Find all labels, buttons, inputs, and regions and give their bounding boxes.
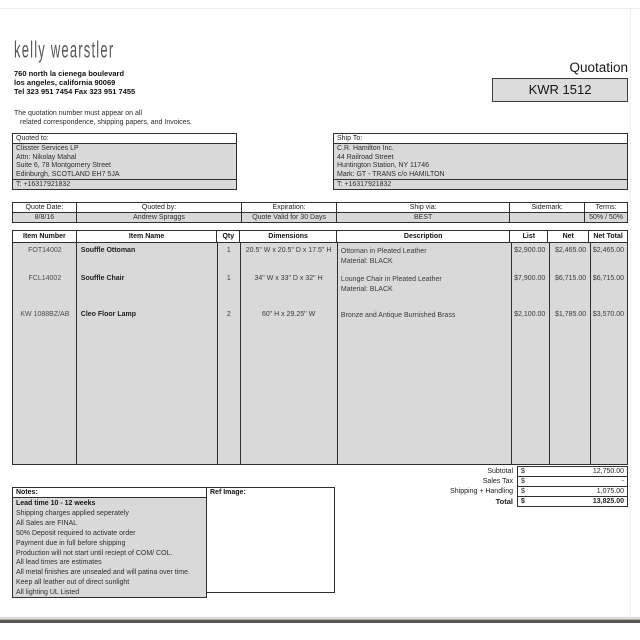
- cell-qty: 1: [226, 247, 231, 254]
- cell-description: [337, 275, 510, 294]
- meta-header: Ship via:: [337, 203, 509, 213]
- cell-dimensions: 20.5" W x 20.5" D x 17.5" H: [245, 247, 332, 254]
- currency-symbol: $: [521, 478, 525, 485]
- note-item: All metal finishes are unsealed and will patina over time.: [16, 569, 190, 577]
- quoted-to-line: Attn: Nikolay Mahal: [16, 153, 77, 161]
- totals-value-box: [517, 496, 628, 507]
- meta-ship-via: [337, 203, 510, 222]
- meta-value: 50% / 50%: [585, 213, 627, 222]
- note-item: All Sales are FINAL: [16, 519, 78, 527]
- cell-list-price: $2,900.00: [514, 247, 546, 254]
- meta-value: Andrew Spraggs: [77, 213, 241, 222]
- cell-dimensions: 34" W x 33" D x 32" H: [254, 275, 323, 282]
- col-header-qty: Qty: [217, 231, 240, 242]
- cell-item-name: Souffle Ottoman: [80, 247, 136, 254]
- col-header-description: Description: [337, 231, 510, 242]
- quote-number-box: KWR 1512: [492, 78, 628, 102]
- note-item: All lead times are estimates: [16, 559, 102, 567]
- cell-dimensions: 60" H x 29.25" W: [261, 311, 316, 318]
- totals-label: Sales Tax: [482, 478, 513, 485]
- meta-terms: [585, 203, 627, 222]
- note-line: related correspondence, shipping papers, and Invoices.: [20, 118, 192, 126]
- totals-amount: 1,075.00: [596, 488, 624, 495]
- table-row: [13, 275, 627, 294]
- ship-to-phone: T: +16317921832: [334, 179, 627, 189]
- meta-header: Terms:: [585, 203, 627, 213]
- totals-label: Shipping + Handling: [450, 488, 513, 495]
- col-header-item-number: Item Number: [13, 231, 77, 242]
- totals-label: Total: [495, 497, 513, 506]
- cell-item-number: FOT14002: [28, 247, 62, 254]
- description-line: Lounge Chair in Pleated Leather: [340, 276, 442, 283]
- meta-header: Sidemark:: [510, 203, 584, 213]
- note-item: Shipping charges applied seperately: [16, 509, 129, 517]
- document-title: Quotation: [569, 60, 628, 75]
- table-row: [13, 311, 627, 321]
- cell-item-name: Souffle Chair: [80, 275, 125, 282]
- cell-net-price: $6,715.00: [554, 275, 587, 282]
- totals-label: Subtotal: [487, 468, 513, 475]
- note-item: 50% Deposit required to activate order: [16, 529, 136, 537]
- quotation-number-note: [14, 110, 192, 127]
- quoted-to-address: [13, 144, 236, 179]
- totals-amount: 12,750.00: [592, 468, 624, 475]
- col-header-list: List: [510, 231, 548, 242]
- meta-quote-date: [13, 203, 77, 222]
- note-item: Keep all leather out of direct sunlight: [16, 579, 130, 587]
- cell-item-name: Cleo Floor Lamp: [80, 311, 137, 318]
- meta-header: Quote Date:: [13, 203, 76, 213]
- cell-net-total: $2,465.00: [592, 247, 625, 254]
- totals-amount: 13,825.00: [592, 498, 624, 505]
- quoted-to-box: [12, 133, 237, 190]
- company-logo: kelly wearstler: [14, 36, 115, 63]
- table-row: [13, 247, 627, 266]
- description-line: Bronze and Antique Burnished Brass: [340, 312, 456, 319]
- cell-qty: 2: [226, 311, 231, 318]
- cell-net-price: $2,465.00: [554, 247, 587, 254]
- cell-list-price: $7,900.00: [514, 275, 546, 282]
- quoted-to-label: Quoted to:: [13, 134, 236, 144]
- ref-image-label: Ref Image:: [210, 489, 246, 496]
- quoted-to-line: Edinburgh, SCOTLAND EH7 5JA: [16, 170, 120, 178]
- totals-amount: -: [621, 478, 624, 485]
- photo-edge-shadow: [0, 620, 640, 623]
- ship-to-line: Mark: GT - TRANS c/o HAMILTON: [337, 170, 445, 178]
- meta-value: BEST: [337, 213, 509, 222]
- currency-symbol: $: [521, 488, 525, 495]
- address-line: 760 north la cienega boulevard: [14, 69, 125, 78]
- quoted-to-line: Clisster Services LP: [16, 145, 79, 152]
- ship-to-line: 44 Railroad Street: [337, 153, 394, 161]
- ref-image-box: [206, 487, 335, 593]
- notes-label: Notes:: [13, 488, 206, 498]
- description-line: Material: BLACK: [340, 257, 393, 265]
- ship-to-box: [333, 133, 628, 190]
- ship-to-line: Huntington Station, NY 11746: [337, 162, 429, 170]
- cell-item-number: FCL14002: [28, 275, 62, 282]
- meta-quoted-by: [77, 203, 242, 222]
- items-table: [12, 230, 628, 465]
- description-line: Material: BLACK: [340, 285, 393, 293]
- cell-net-price: $1,785.00: [554, 311, 587, 318]
- address-line: Tel 323 951 7454 Fax 323 951 7455: [14, 87, 136, 96]
- cell-net-total: $3,570.00: [592, 311, 625, 318]
- description-line: Ottoman in Pleated Leather: [340, 248, 427, 255]
- items-table-body: [13, 243, 627, 464]
- totals-row-total: [340, 496, 628, 507]
- quoted-to-phone: T: +16317921832: [13, 179, 236, 189]
- cell-qty: 1: [226, 275, 231, 282]
- meta-value: 8/8/16: [13, 213, 76, 222]
- ship-to-label: Ship To:: [334, 134, 627, 144]
- meta-header: Quoted by:: [77, 203, 241, 213]
- ship-to-address: [334, 144, 627, 179]
- quote-meta-strip: [12, 202, 628, 223]
- meta-value: Quote Valid for 30 Days: [242, 213, 336, 222]
- meta-header: Expiration:: [242, 203, 336, 213]
- cell-list-price: $2,100.00: [514, 311, 546, 318]
- meta-value: [510, 213, 584, 222]
- notes-box: [12, 487, 207, 598]
- cell-net-total: $6,715.00: [592, 275, 625, 282]
- ship-to-line: C.R. Hamilton Inc.: [337, 145, 394, 152]
- note-line: The quotation number must appear on all: [14, 110, 143, 117]
- col-header-net: Net: [548, 231, 589, 242]
- currency-symbol: $: [521, 468, 525, 475]
- totals-section: [340, 466, 628, 507]
- address-line: los angeles, california 90069: [14, 78, 116, 87]
- cell-item-number: KW 1088BZ/AB: [20, 311, 70, 318]
- note-item: Payment due in full before shipping: [16, 539, 126, 547]
- page-edge-right: [630, 9, 631, 617]
- cell-description: [337, 311, 510, 321]
- note-item: Production will not start until reciept of COM/ COL.: [16, 549, 173, 557]
- quoted-to-line: Suite 6, 78 Montgomery Street: [16, 162, 111, 170]
- notes-body: [13, 498, 206, 598]
- page-edge-top: [0, 8, 640, 9]
- company-address: [14, 69, 135, 96]
- col-header-item-name: Item Name: [77, 231, 218, 242]
- col-header-net-total: Net Total: [593, 233, 623, 240]
- meta-expiration: [242, 203, 337, 222]
- col-header-dimensions: Dimensions: [240, 231, 337, 242]
- note-item: Lead time 10 - 12 weeks: [16, 500, 96, 507]
- currency-symbol: $: [521, 498, 525, 505]
- cell-description: [337, 247, 510, 266]
- note-item: All lighting UL Listed: [16, 589, 80, 597]
- meta-sidemark: [510, 203, 585, 222]
- items-table-header: [13, 231, 627, 243]
